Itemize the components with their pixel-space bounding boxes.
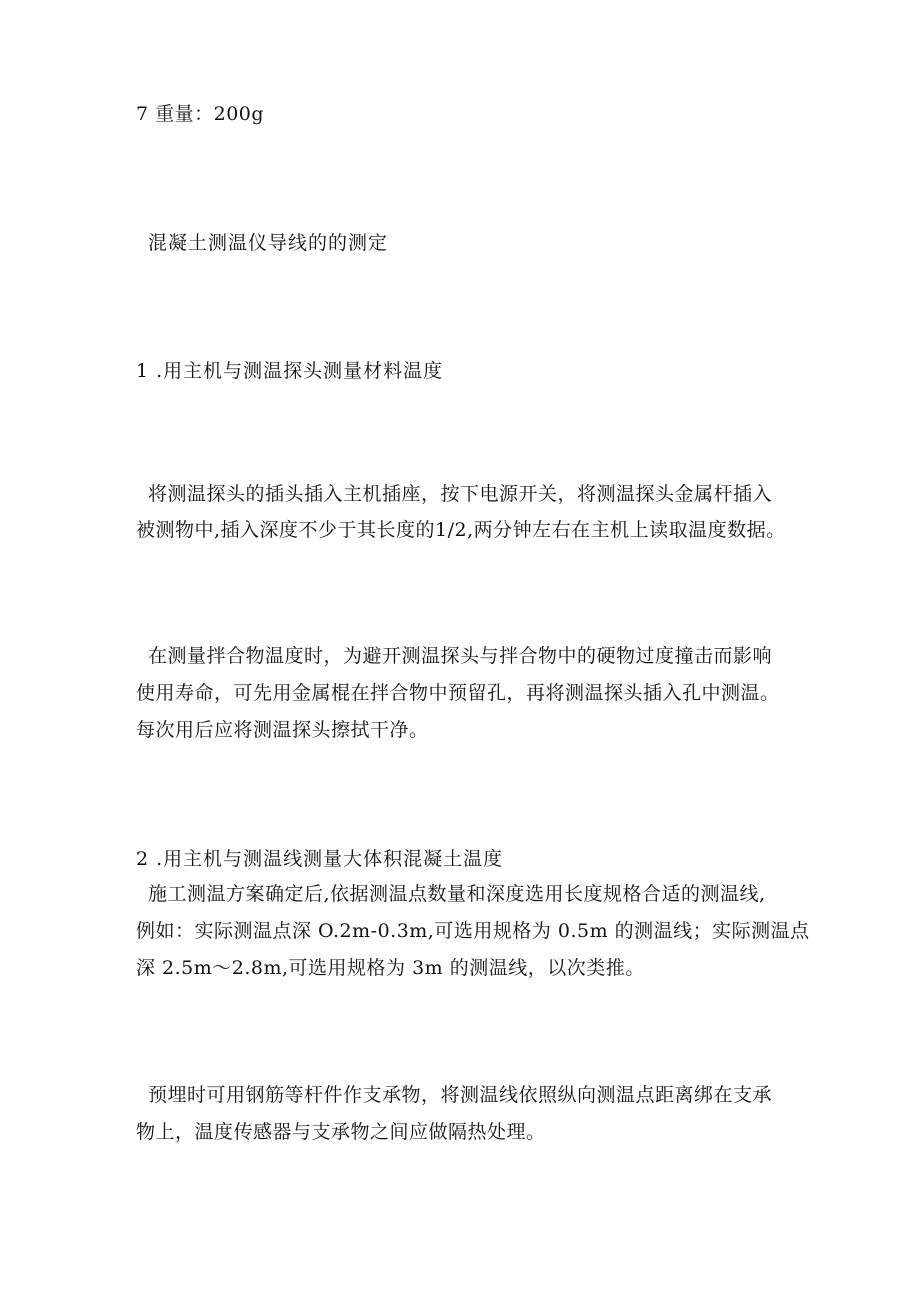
- item2-heading: 2 .用主机与测温线测量大体积混凝土温度: [136, 848, 504, 870]
- item2-para2-line2: 物上，温度传感器与支承物之间应做隔热处理。: [136, 1121, 546, 1143]
- item1-para2-line3: 每次用后应将测温探头擦拭干净。: [136, 719, 429, 741]
- item1-para1-line1: 将测温探头的插头插入主机插座，按下电源开关，将测温探头金属杆插入: [148, 483, 773, 505]
- item2-para1-line2: 例如：实际测温点深 O.2m-0.3m,可选用规格为 0.5m 的测温线；实际测温点: [136, 920, 810, 942]
- item2-para2-line1: 预埋时可用钢筋等杆件作支承物，将测温线依照纵向测温点距离绑在支承: [148, 1084, 773, 1106]
- item1-heading: 1 .用主机与测温探头测量材料温度: [136, 360, 444, 382]
- item1-para2-line1: 在测量拌合物温度时，为避开测温探头与拌合物中的硬物过度撞击而影响: [148, 645, 773, 667]
- spec-weight-line: 7 重量：200g: [136, 103, 265, 125]
- section-title: 混凝土测温仪导线的的测定: [148, 232, 389, 254]
- item1-para1-line2: 被测物中,插入深度不少于其长度的1/2,两分钟左右在主机上读取温度数据。: [136, 519, 786, 541]
- item2-para1-line1: 施工测温方案确定后,依据测温点数量和深度选用长度规格合适的测温线,: [148, 883, 766, 905]
- item1-para2-line2: 使用寿命，可先用金属棍在拌合物中预留孔，再将测温探头插入孔中测温。: [136, 682, 780, 704]
- item2-para1-line3: 深 2.5m～2.8m,可选用规格为 3m 的测温线，以次类推。: [136, 957, 645, 979]
